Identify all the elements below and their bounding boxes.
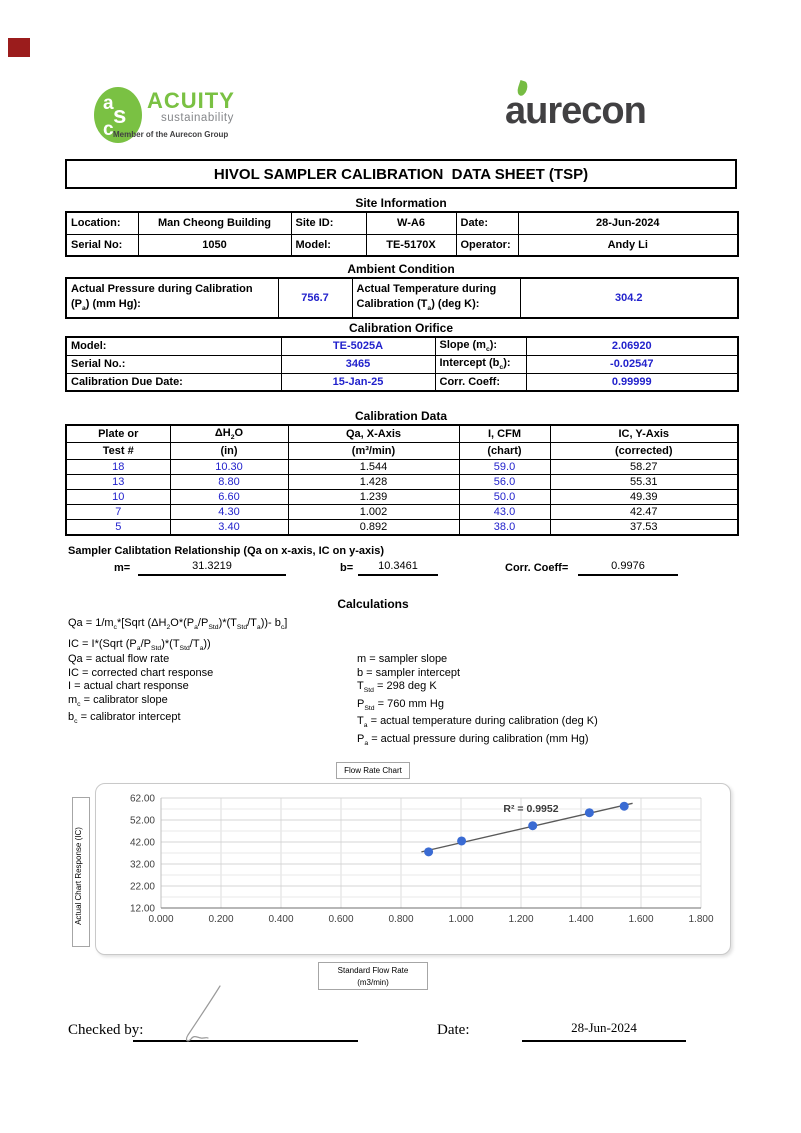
operator-value: Andy Li xyxy=(518,234,738,256)
location-label: Location: xyxy=(66,212,138,234)
cell-qa: 1.428 xyxy=(288,475,459,490)
header-row xyxy=(66,425,738,443)
svg-text:1.000: 1.000 xyxy=(448,914,474,925)
cell-i: 56.0 xyxy=(459,475,550,490)
temperature-label: Actual Temperature during Calibration $(T_a)$ (deg K): xyxy=(352,278,520,318)
orifice-serial-value: 3465 xyxy=(281,355,435,373)
definitions-left xyxy=(68,653,213,729)
slope-label: Slope $(m_c)$: xyxy=(435,337,526,355)
cell-ic: 42.47 xyxy=(550,505,738,520)
svg-text:0.200: 0.200 xyxy=(208,914,234,925)
cell-ic: 58.27 xyxy=(550,460,738,475)
site-id-value: W-A6 xyxy=(366,212,456,234)
definition-line: $P_{Std} = 760$ mm Hg xyxy=(357,697,444,712)
date-label: Date: xyxy=(456,212,518,234)
header-row xyxy=(66,443,738,460)
table-row xyxy=(66,355,738,373)
col-header: Plate or xyxy=(66,425,170,443)
svg-text:R² = 0.9952: R² = 0.9952 xyxy=(503,803,559,815)
definition-line: Qa = actual flow rate xyxy=(68,653,170,665)
intercept-label: Intercept $(b_c)$: xyxy=(435,355,526,373)
svg-text:0.400: 0.400 xyxy=(268,914,294,925)
y-axis-title xyxy=(72,797,90,947)
cell-dh2o: 8.80 xyxy=(170,475,288,490)
svg-text:22.00: 22.00 xyxy=(129,881,155,893)
calibration-data-table xyxy=(65,424,739,536)
cell-qa: 1.002 xyxy=(288,505,459,520)
model-label: Model: xyxy=(291,234,366,256)
col-header: (corrected) xyxy=(550,443,738,460)
chart-title: Flow Rate Chart xyxy=(336,762,410,779)
slope-value: 2.06920 xyxy=(526,337,738,355)
cell-test: 18 xyxy=(66,460,170,475)
definition-line: m = sampler slope xyxy=(357,653,448,665)
col-header: $\Delta H_2O$ xyxy=(170,425,288,443)
col-header: IC, Y-Axis xyxy=(550,425,738,443)
corr-coeff-value: 0.99999 xyxy=(526,373,738,391)
acuity-wordmark: ACUITY xyxy=(147,88,235,113)
table-row xyxy=(66,475,738,490)
formula-block xyxy=(68,615,287,657)
due-date-value: 15-Jan-25 xyxy=(281,373,435,391)
aurecon-wordmark: aurecon xyxy=(505,90,646,132)
signature xyxy=(160,983,240,1045)
relationship-heading: Sampler Calibtation Relationship (Qa on x-axis, IC on y-axis) xyxy=(68,545,385,557)
cell-qa: 1.544 xyxy=(288,460,459,475)
cell-i: 43.0 xyxy=(459,505,550,520)
table-row xyxy=(66,234,738,256)
table-row xyxy=(66,278,738,318)
cell-ic: 37.53 xyxy=(550,520,738,536)
table-row xyxy=(66,520,738,536)
b-value: 10.3461 xyxy=(358,560,438,576)
due-date-label: Calibration Due Date: xyxy=(66,373,281,391)
col-header: Qa, X-Axis xyxy=(288,425,459,443)
pressure-value: 756.7 xyxy=(278,278,352,318)
table-row xyxy=(66,460,738,475)
svg-text:1.800: 1.800 xyxy=(688,914,714,925)
footer-date-value: 28-Jun-2024 xyxy=(522,1020,686,1042)
table-row xyxy=(66,373,738,391)
cell-test: 5 xyxy=(66,520,170,536)
col-header: (chart) xyxy=(459,443,550,460)
footer-date-label: Date: xyxy=(437,1022,470,1038)
ambient-condition-table xyxy=(65,277,739,319)
acuity-logo xyxy=(93,85,353,147)
col-header: Test # xyxy=(66,443,170,460)
pressure-label: Actual Pressure during Calibration $(P_a)$ (mm Hg): xyxy=(66,278,278,318)
aurecon-logo xyxy=(505,88,705,138)
temperature-value: 304.2 xyxy=(520,278,738,318)
cell-dh2o: 4.30 xyxy=(170,505,288,520)
svg-text:0.000: 0.000 xyxy=(148,914,174,925)
svg-text:c: c xyxy=(103,119,114,140)
definition-line: $T_{Std} = 298$ deg K xyxy=(357,680,437,695)
definition-line: b = sampler intercept xyxy=(357,666,461,679)
scatter-plot xyxy=(96,784,732,956)
cell-test: 10 xyxy=(66,490,170,505)
corr-coeff-label: Corr. Coeff: xyxy=(435,373,526,391)
cell-qa: 1.239 xyxy=(288,490,459,505)
acuity-tagline: sustainability xyxy=(161,112,234,124)
red-corner-mark xyxy=(8,38,30,57)
svg-text:32.00: 32.00 xyxy=(129,859,155,871)
svg-text:1.600: 1.600 xyxy=(628,914,654,925)
orifice-serial-label: Serial No.: xyxy=(66,355,281,373)
table-row xyxy=(66,337,738,355)
definition-line: $b_c$ = calibrator intercept xyxy=(68,711,181,726)
m-label: m= xyxy=(114,562,131,574)
serial-no-value: 1050 xyxy=(138,234,291,256)
ambient-condition-heading: Ambient Condition xyxy=(347,262,455,276)
ic-formula: IC = I*(Sqrt $(P_a/P_{Std})*(T_{Std}/T_a)$) xyxy=(68,638,211,653)
site-information-table xyxy=(65,211,739,257)
corr-coeff-value: 0.9976 xyxy=(578,560,678,576)
model-value: TE-5170X xyxy=(366,234,456,256)
cell-i: 59.0 xyxy=(459,460,550,475)
qa-formula: $Qa = 1/m_c*[Sqrt$ $(\Delta H_2O*(P_a/P_{Std})*(T_{Std}/T_a))-$ $b_c$] xyxy=(68,617,288,632)
calculations-heading: Calculations xyxy=(337,597,409,611)
site-id-label: Site ID: xyxy=(291,212,366,234)
svg-text:1.400: 1.400 xyxy=(568,914,594,925)
svg-text:a: a xyxy=(103,93,114,114)
definition-line: I = actual chart response xyxy=(68,680,189,692)
cell-ic: 49.39 xyxy=(550,490,738,505)
definitions-right xyxy=(357,653,598,751)
x-axis-title-line2: (m3/min) xyxy=(357,978,389,987)
table-row xyxy=(66,490,738,505)
cell-dh2o: 10.30 xyxy=(170,460,288,475)
location-value: Man Cheong Building xyxy=(138,212,291,234)
operator-label: Operator: xyxy=(456,234,518,256)
cell-test: 13 xyxy=(66,475,170,490)
table-row xyxy=(66,212,738,234)
orifice-model-value: TE-5025A xyxy=(281,337,435,355)
definition-line: IC = corrected chart response xyxy=(68,666,214,679)
site-information-heading: Site Information xyxy=(355,196,447,210)
col-header: (in) xyxy=(170,443,288,460)
svg-text:0.600: 0.600 xyxy=(328,914,354,925)
checked-by-label: Checked by: xyxy=(68,1022,144,1038)
flow-rate-chart xyxy=(95,783,731,955)
cell-ic: 55.31 xyxy=(550,475,738,490)
date-value: 28-Jun-2024 xyxy=(518,212,738,234)
y-axis-title-text: Actual Chart Response (IC) xyxy=(74,827,83,925)
cell-i: 38.0 xyxy=(459,520,550,536)
x-axis-title xyxy=(318,962,428,990)
svg-text:12.00: 12.00 xyxy=(129,903,155,915)
definition-line: $P_a$ = actual pressure during calibration (mm Hg) xyxy=(357,733,589,748)
svg-text:42.00: 42.00 xyxy=(129,837,155,849)
cell-qa: 0.892 xyxy=(288,520,459,536)
calibration-data-heading: Calibration Data xyxy=(354,409,447,423)
svg-text:s: s xyxy=(113,102,127,129)
cell-dh2o: 6.60 xyxy=(170,490,288,505)
acuity-member-line: Member of the Aurecon Group xyxy=(113,130,229,139)
svg-text:62.00: 62.00 xyxy=(129,793,155,805)
svg-text:1.200: 1.200 xyxy=(508,914,534,925)
b-label: b= xyxy=(340,562,354,574)
definition-line: $m_c$ = calibrator slope xyxy=(68,693,168,708)
x-axis-title-line1: Standard Flow Rate xyxy=(337,966,409,975)
col-header: (m³/min) xyxy=(288,443,459,460)
definition-line: $T_a$ = actual temperature during calibration (deg K) xyxy=(357,715,598,730)
calibration-orifice-table xyxy=(65,336,739,392)
cell-i: 50.0 xyxy=(459,490,550,505)
corr-coeff-label: Corr. Coeff= xyxy=(505,562,569,574)
orifice-model-label: Model: xyxy=(66,337,281,355)
cell-dh2o: 3.40 xyxy=(170,520,288,536)
cell-test: 7 xyxy=(66,505,170,520)
svg-text:0.800: 0.800 xyxy=(388,914,414,925)
svg-text:52.00: 52.00 xyxy=(129,815,155,827)
m-value: 31.3219 xyxy=(138,560,286,576)
calibration-orifice-heading: Calibration Orifice xyxy=(348,321,454,335)
table-row xyxy=(66,505,738,520)
intercept-value: -0.02547 xyxy=(526,355,738,373)
serial-no-label: Serial No: xyxy=(66,234,138,256)
col-header: I, CFM xyxy=(459,425,550,443)
page-title: HIVOL SAMPLER CALIBRATION DATA SHEET (TSP) xyxy=(65,159,737,189)
